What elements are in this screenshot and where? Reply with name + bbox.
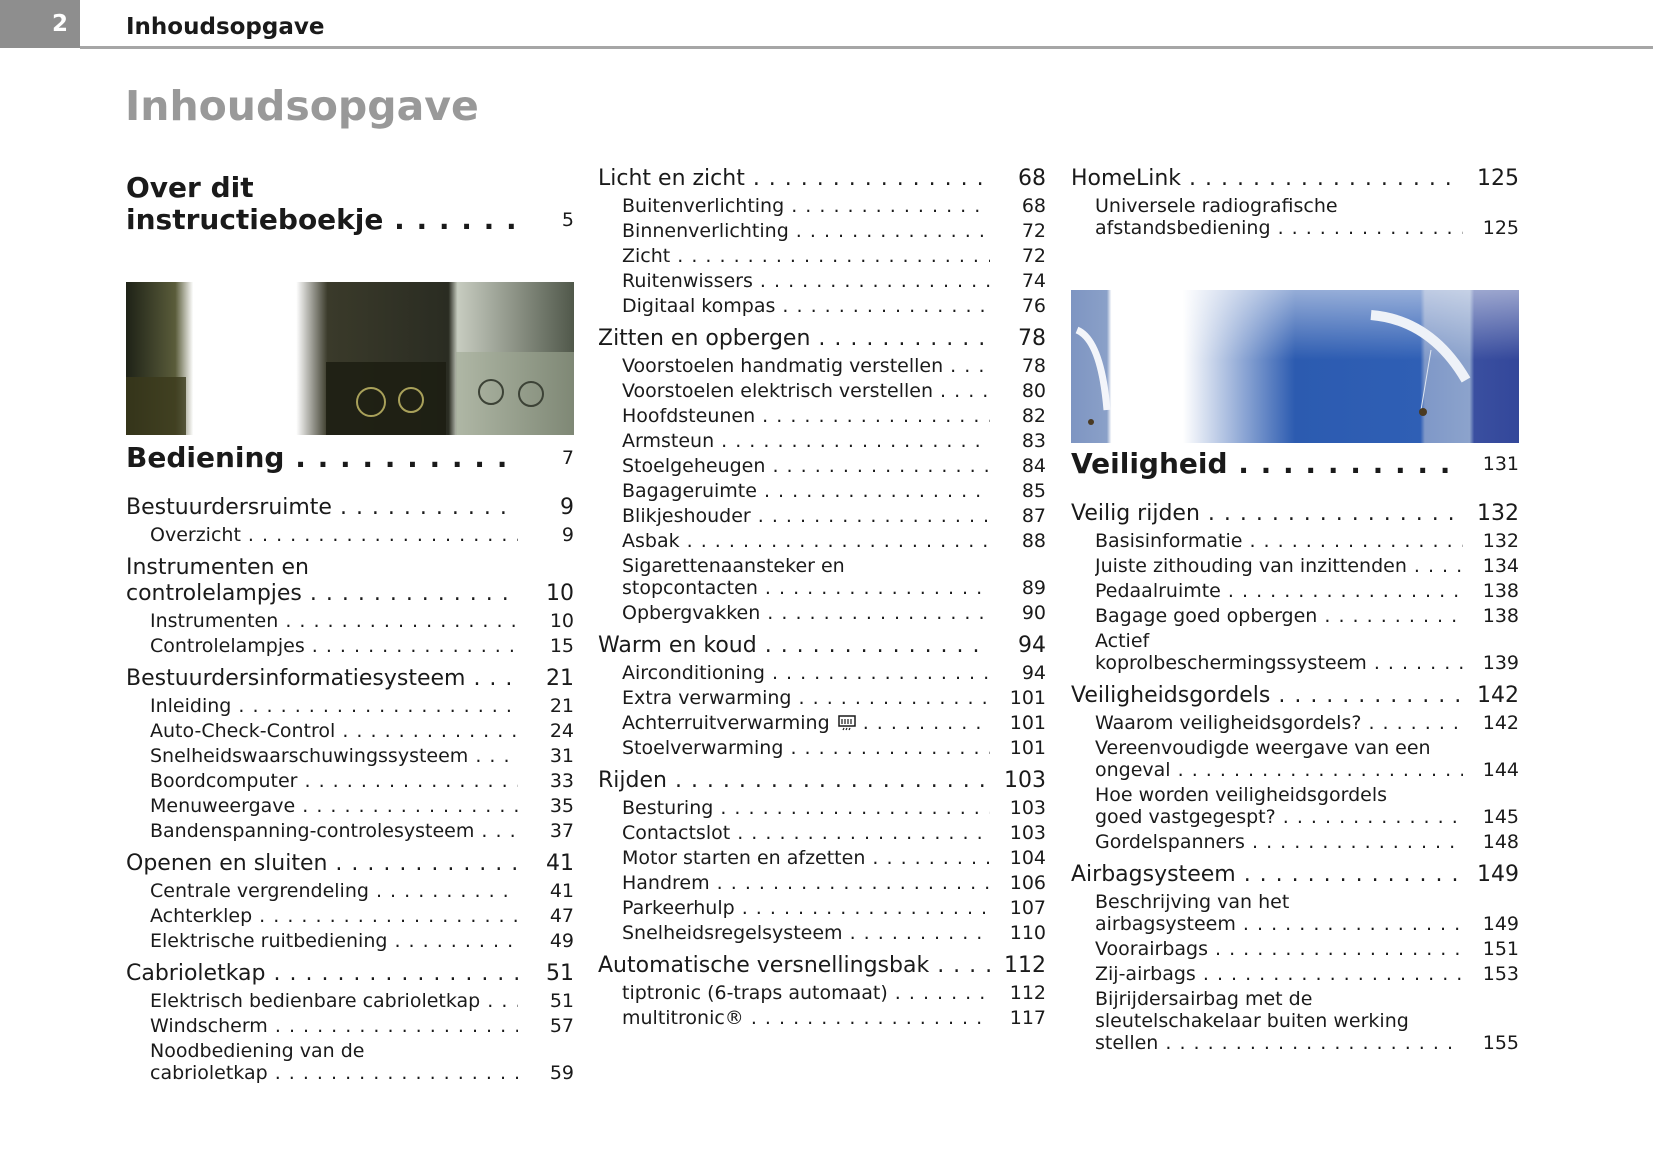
toc-entry-line: Universele radiografische <box>1095 195 1338 217</box>
toc-entry[interactable] <box>598 737 1046 759</box>
toc-entry-page: 104 <box>1009 847 1046 869</box>
toc-entry[interactable] <box>1071 605 1519 627</box>
toc-entry[interactable] <box>598 602 1046 624</box>
toc-entry[interactable] <box>126 851 574 877</box>
toc-entry-page: 132 <box>1477 501 1519 526</box>
toc-entry-page: 10 <box>546 581 574 606</box>
toc-entry[interactable] <box>1071 712 1519 734</box>
toc-entry[interactable] <box>1071 862 1519 888</box>
toc-entry-label: Opbergvakken . . . <box>622 602 990 624</box>
toc-entry-page: 103 <box>1009 822 1046 844</box>
toc-entry-label: Handrem . . . <box>622 872 990 894</box>
toc-entry-page: 90 <box>1021 602 1046 624</box>
toc-entry-label: Zij-airbags . . . <box>1095 963 1463 985</box>
toc-entry-page: 41 <box>549 880 574 902</box>
toc-entry-page: 145 <box>1482 806 1519 828</box>
header-title: Inhoudsopgave <box>126 14 325 40</box>
toc-entry[interactable] <box>126 905 574 927</box>
toc-entry[interactable] <box>598 355 1046 377</box>
toc-entry-label: Armsteun . . . <box>622 430 990 452</box>
toc-entry-label: Bagage goed opbergen . . . <box>1095 605 1463 627</box>
toc-entry-page: 80 <box>1021 380 1046 402</box>
toc-entry-page: 112 <box>1004 953 1046 978</box>
chapter-about[interactable] <box>126 172 574 236</box>
toc-entry-label: Stoelverwarming . . . <box>622 737 990 759</box>
toc-entry-page: 142 <box>1477 683 1519 708</box>
toc-entry-page: 134 <box>1482 555 1519 577</box>
toc-entry[interactable] <box>598 555 1046 599</box>
toc-entry[interactable] <box>126 745 574 767</box>
toc-entry[interactable] <box>598 1007 1046 1029</box>
toc-entry-page: 84 <box>1021 455 1046 477</box>
toc-entry[interactable] <box>126 555 574 607</box>
toc-entry[interactable] <box>598 530 1046 552</box>
toc-entry-label: Auto-Check-Control . . . <box>150 720 518 742</box>
toc-entry-page: 59 <box>549 1062 574 1084</box>
toc-entry-page: 78 <box>1018 326 1046 351</box>
toc-entry-line: Beschrijving van het <box>1095 891 1290 913</box>
toc-entry[interactable] <box>1071 683 1519 709</box>
toc-entry[interactable] <box>1071 938 1519 960</box>
toc-entry-page: 106 <box>1009 872 1046 894</box>
chapter-bediening-page: 7 <box>561 447 574 469</box>
toc-entry[interactable] <box>598 430 1046 452</box>
toc-entry[interactable] <box>598 712 1046 734</box>
toc-entry[interactable] <box>598 687 1046 709</box>
toc-entry[interactable] <box>598 195 1046 217</box>
toc-entry-page: 33 <box>549 770 574 792</box>
toc-entry-page: 103 <box>1009 797 1046 819</box>
toc-entry-label: Bandenspanning-controlesysteem . . . <box>150 820 518 842</box>
toc-column-1 <box>126 171 574 1084</box>
toc-entry-label: stellen . . . <box>1095 1032 1463 1054</box>
toc-entry-line: Bijrijdersairbag met de <box>1095 988 1313 1010</box>
toc-entry-label: Zicht . . . <box>622 245 990 267</box>
toc-entry-label: multitronic® . . . <box>622 1007 990 1029</box>
toc-entry[interactable] <box>598 220 1046 242</box>
toc-entry-page: 151 <box>1482 938 1519 960</box>
toc-entry-page: 74 <box>1021 270 1046 292</box>
chapter-bediening-label: Bediening . . . <box>126 442 518 474</box>
toc-entry-page: 110 <box>1009 922 1046 944</box>
toc-entry-page: 47 <box>549 905 574 927</box>
toc-entry-page: 35 <box>549 795 574 817</box>
toc-entry-label: Instrumenten . . . <box>150 610 518 632</box>
toc-entry[interactable] <box>598 295 1046 317</box>
toc-entry-page: 41 <box>546 851 574 876</box>
toc-entry-page: 89 <box>1021 577 1046 599</box>
toc-entry-page: 31 <box>549 745 574 767</box>
toc-column-2 <box>598 166 1046 1029</box>
toc-entry-label: Veilig rijden . . . <box>1071 501 1463 527</box>
toc-entry-page: 85 <box>1021 480 1046 502</box>
chapter-veiligheid-page: 131 <box>1482 453 1519 475</box>
toc-entry-page: 9 <box>561 524 574 546</box>
toc-entry[interactable] <box>126 1015 574 1037</box>
chapter-veiligheid[interactable] <box>1071 448 1519 480</box>
toc-entry[interactable] <box>598 405 1046 427</box>
toc-entry[interactable] <box>126 524 574 546</box>
toc-entry-line: Actief <box>1095 630 1150 652</box>
toc-entry-label: Digitaal kompas . . . <box>622 295 990 317</box>
toc-entry-label: Inleiding . . . <box>150 695 518 717</box>
toc-entry-label: Zitten en opbergen . . . <box>598 326 990 352</box>
toc-entry[interactable] <box>598 505 1046 527</box>
toc-entry-label: Ruitenwissers . . . <box>622 270 990 292</box>
toc-entry-label: Achterklep . . . <box>150 905 518 927</box>
toc-entry-page: 149 <box>1477 862 1519 887</box>
toc-entry[interactable] <box>598 768 1046 794</box>
toc-entry-label: Contactslot . . . <box>622 822 990 844</box>
toc-entry-label: Veiligheidsgordels . . . <box>1071 683 1463 709</box>
toc-entry-page: 72 <box>1021 245 1046 267</box>
toc-entry-page: 68 <box>1021 195 1046 217</box>
toc-entry[interactable] <box>598 326 1046 352</box>
page-title: Inhoudsopgave <box>125 82 479 130</box>
toc-entry-label: Extra verwarming . . . <box>622 687 990 709</box>
toc-entry-line: Sigarettenaansteker en <box>622 555 845 577</box>
toc-entry-label: Pedaalruimte . . . <box>1095 580 1463 602</box>
toc-entry-label: Elektrische ruitbediening . . . <box>150 930 518 952</box>
chapter-veiligheid-label: Veiligheid . . . <box>1071 448 1463 480</box>
toc-entry-label: Snelheidswaarschuwingssysteem . . . <box>150 745 518 767</box>
toc-entry-label: Besturing . . . <box>622 797 990 819</box>
toc-entry-label: Rijden . . . <box>598 768 990 794</box>
toc-entry[interactable] <box>598 166 1046 192</box>
toc-entry[interactable] <box>126 930 574 952</box>
toc-entry[interactable] <box>126 720 574 742</box>
toc-entry-label: Parkeerhulp . . . <box>622 897 990 919</box>
toc-entry[interactable] <box>126 990 574 1012</box>
toc-entry-label: Binnenverlichting . . . <box>622 220 990 242</box>
toc-entry-page: 101 <box>1009 712 1046 734</box>
toc-entry-page: 139 <box>1482 652 1519 674</box>
toc-entry[interactable] <box>598 633 1046 659</box>
toc-entry-label: Motor starten en afzetten . . . <box>622 847 990 869</box>
cockpit-photo <box>126 282 574 435</box>
toc-entry[interactable] <box>598 662 1046 684</box>
toc-entry-page: 10 <box>549 610 574 632</box>
toc-entry[interactable] <box>1071 737 1519 781</box>
toc-entry[interactable] <box>598 380 1046 402</box>
page-number: 2 <box>0 0 80 48</box>
toc-entry[interactable] <box>126 880 574 902</box>
toc-entry-line: Noodbediening van de <box>150 1040 365 1062</box>
toc-entry-label: Warm en koud . . . <box>598 633 990 659</box>
toc-entry-page: 82 <box>1021 405 1046 427</box>
toc-entry-label: Automatische versnellingsbak . . . <box>598 953 990 979</box>
toc-entry-label: koprolbeschermingssysteem . . . <box>1095 652 1463 674</box>
toc-entry-label: Achterruitverwarming . . . <box>622 712 990 734</box>
toc-entry-label: Airconditioning . . . <box>622 662 990 684</box>
toc-entry[interactable] <box>1071 501 1519 527</box>
toc-entry-label: afstandsbediening . . . <box>1095 217 1463 239</box>
toc-entry-page: 88 <box>1021 530 1046 552</box>
toc-entry-label: HomeLink . . . <box>1071 166 1463 192</box>
toc-entry-label: Centrale vergrendeling . . . <box>150 880 518 902</box>
toc-entry[interactable] <box>126 820 574 842</box>
toc-entry[interactable] <box>598 922 1046 944</box>
toc-entry-label: ongeval . . . <box>1095 759 1463 781</box>
toc-entry-label: Controlelampjes . . . <box>150 635 518 657</box>
toc-entry[interactable] <box>1071 891 1519 935</box>
toc-entry[interactable] <box>126 770 574 792</box>
toc-entry-label: airbagsysteem . . . <box>1095 913 1463 935</box>
toc-entry[interactable] <box>126 795 574 817</box>
toc-entry-page: 153 <box>1482 963 1519 985</box>
chapter-about-page: 5 <box>561 209 574 231</box>
toc-entry-label: Snelheidsregelsysteem . . . <box>622 922 990 944</box>
toc-entry-label: Hoofdsteunen . . . <box>622 405 990 427</box>
toc-column-3 <box>1071 166 1519 1054</box>
toc-entry-label: Openen en sluiten . . . <box>126 851 518 877</box>
toc-entry-label: Licht en zicht . . . <box>598 166 990 192</box>
toc-entry-line: Hoe worden veiligheidsgordels <box>1095 784 1388 806</box>
toc-entry[interactable] <box>126 666 574 692</box>
toc-entry-label: Voorstoelen handmatig verstellen . . . <box>622 355 990 377</box>
toc-entry[interactable] <box>598 480 1046 502</box>
toc-entry-label: Basisinformatie . . . <box>1095 530 1463 552</box>
toc-entry-page: 57 <box>549 1015 574 1037</box>
toc-entry-page: 132 <box>1482 530 1519 552</box>
toc-entry[interactable] <box>1071 166 1519 192</box>
toc-entry-label: Menuweergave . . . <box>150 795 518 817</box>
toc-entry-page: 101 <box>1009 737 1046 759</box>
toc-entry-page: 117 <box>1009 1007 1046 1029</box>
chapter-bediening[interactable] <box>126 442 574 474</box>
toc-entry-page: 21 <box>549 695 574 717</box>
toc-entry-page: 68 <box>1018 166 1046 191</box>
toc-entry-label: Asbak . . . <box>622 530 990 552</box>
toc-entry[interactable] <box>598 455 1046 477</box>
toc-entry-page: 94 <box>1021 662 1046 684</box>
chapter-about-label: instructieboekje . . . <box>126 204 518 236</box>
rear-defrost-glyph <box>838 715 856 731</box>
toc-entry-page: 49 <box>549 930 574 952</box>
toc-entry-page: 83 <box>1021 430 1046 452</box>
toc-entry-page: 107 <box>1009 897 1046 919</box>
toc-entry[interactable] <box>598 847 1046 869</box>
toc-entry-page: 138 <box>1482 605 1519 627</box>
toc-entry-label: Juiste zithouding van inzittenden . . . <box>1095 555 1463 577</box>
toc-entry-page: 24 <box>549 720 574 742</box>
toc-entry-page: 142 <box>1482 712 1519 734</box>
toc-entry-page: 72 <box>1021 220 1046 242</box>
toc-entry-label: Airbagsysteem . . . <box>1071 862 1463 888</box>
toc-entry-label: Bestuurdersinformatiesysteem . . . <box>126 666 518 692</box>
toc-entry[interactable] <box>126 610 574 632</box>
toc-entry-label: tiptronic (6-traps automaat) . . . <box>622 982 990 1004</box>
toc-entry-page: 94 <box>1018 633 1046 658</box>
toc-entry[interactable] <box>598 270 1046 292</box>
toc-entry-page: 87 <box>1021 505 1046 527</box>
toc-entry[interactable] <box>598 897 1046 919</box>
toc-entry-label: Stoelgeheugen . . . <box>622 455 990 477</box>
toc-entry-label: Bestuurdersruimte . . . <box>126 495 518 521</box>
toc-entry[interactable] <box>1071 555 1519 577</box>
header-rule <box>80 46 1653 49</box>
toc-entry-line: Instrumenten en <box>126 555 309 580</box>
toc-entry-label: goed vastgegespt? . . . <box>1095 806 1463 828</box>
toc-entry-page: 125 <box>1477 166 1519 191</box>
toc-entry[interactable] <box>598 822 1046 844</box>
toc-entry-page: 51 <box>546 961 574 986</box>
toc-entry-label: Overzicht . . . <box>150 524 518 546</box>
toc-entry[interactable] <box>126 695 574 717</box>
toc-entry-page: 138 <box>1482 580 1519 602</box>
toc-entry-page: 21 <box>546 666 574 691</box>
toc-entry-page: 101 <box>1009 687 1046 709</box>
toc-entry[interactable] <box>598 245 1046 267</box>
toc-entry-label: stopcontacten . . . <box>622 577 990 599</box>
toc-entry-page: 155 <box>1482 1032 1519 1054</box>
paraglider-photo <box>1071 290 1519 443</box>
toc-entry[interactable] <box>1071 580 1519 602</box>
toc-entry[interactable] <box>1071 530 1519 552</box>
toc-entry-page: 15 <box>549 635 574 657</box>
toc-entry[interactable] <box>598 872 1046 894</box>
toc-entry-page: 125 <box>1482 217 1519 239</box>
toc-entry-label: Windscherm . . . <box>150 1015 518 1037</box>
toc-entry-page: 78 <box>1021 355 1046 377</box>
toc-entry[interactable] <box>1071 831 1519 853</box>
toc-entry-label: Voorairbags . . . <box>1095 938 1463 960</box>
toc-entry-label: Buitenverlichting . . . <box>622 195 990 217</box>
toc-entry-label: Voorstoelen elektrisch verstellen . . . <box>622 380 990 402</box>
toc-entry-label: Gordelspanners . . . <box>1095 831 1463 853</box>
toc-entry-page: 37 <box>549 820 574 842</box>
toc-entry[interactable] <box>1071 988 1519 1054</box>
toc-entry[interactable] <box>1071 195 1519 239</box>
toc-entry[interactable] <box>598 982 1046 1004</box>
toc-entry-page: 149 <box>1482 913 1519 935</box>
toc-entry-label: Waarom veiligheidsgordels? . . . <box>1095 712 1463 734</box>
toc-entry-page: 112 <box>1009 982 1046 1004</box>
toc-entry-page: 148 <box>1482 831 1519 853</box>
toc-entry[interactable] <box>1071 630 1519 674</box>
toc-entry[interactable] <box>1071 784 1519 828</box>
toc-entry-label: Boordcomputer . . . <box>150 770 518 792</box>
toc-entry-page: 9 <box>560 495 574 520</box>
toc-entry-line: Vereenvoudigde weergave van een <box>1095 737 1431 759</box>
toc-entry-label: Elektrisch bedienbare cabrioletkap . . . <box>150 990 518 1012</box>
toc-entry-label: controlelampjes . . . <box>126 581 518 607</box>
toc-entry-page: 103 <box>1004 768 1046 793</box>
toc-entry-label: Blikjeshouder . . . <box>622 505 990 527</box>
toc-entry[interactable] <box>598 797 1046 819</box>
toc-entry-label: cabrioletkap . . . <box>150 1062 518 1084</box>
toc-entry[interactable] <box>126 495 574 521</box>
toc-entry[interactable] <box>126 635 574 657</box>
toc-entry[interactable] <box>598 953 1046 979</box>
toc-entry[interactable] <box>126 961 574 987</box>
toc-entry[interactable] <box>126 1040 574 1084</box>
toc-entry-page: 144 <box>1482 759 1519 781</box>
toc-entry[interactable] <box>1071 963 1519 985</box>
toc-entry-label: Cabrioletkap . . . <box>126 961 518 987</box>
toc-entry-page: 76 <box>1021 295 1046 317</box>
toc-entry-page: 51 <box>549 990 574 1012</box>
chapter-about-line1: Over dit <box>126 171 254 204</box>
toc-entry-label: Bagageruimte . . . <box>622 480 990 502</box>
toc-entry-line: sleutelschakelaar buiten werking <box>1095 1010 1409 1032</box>
